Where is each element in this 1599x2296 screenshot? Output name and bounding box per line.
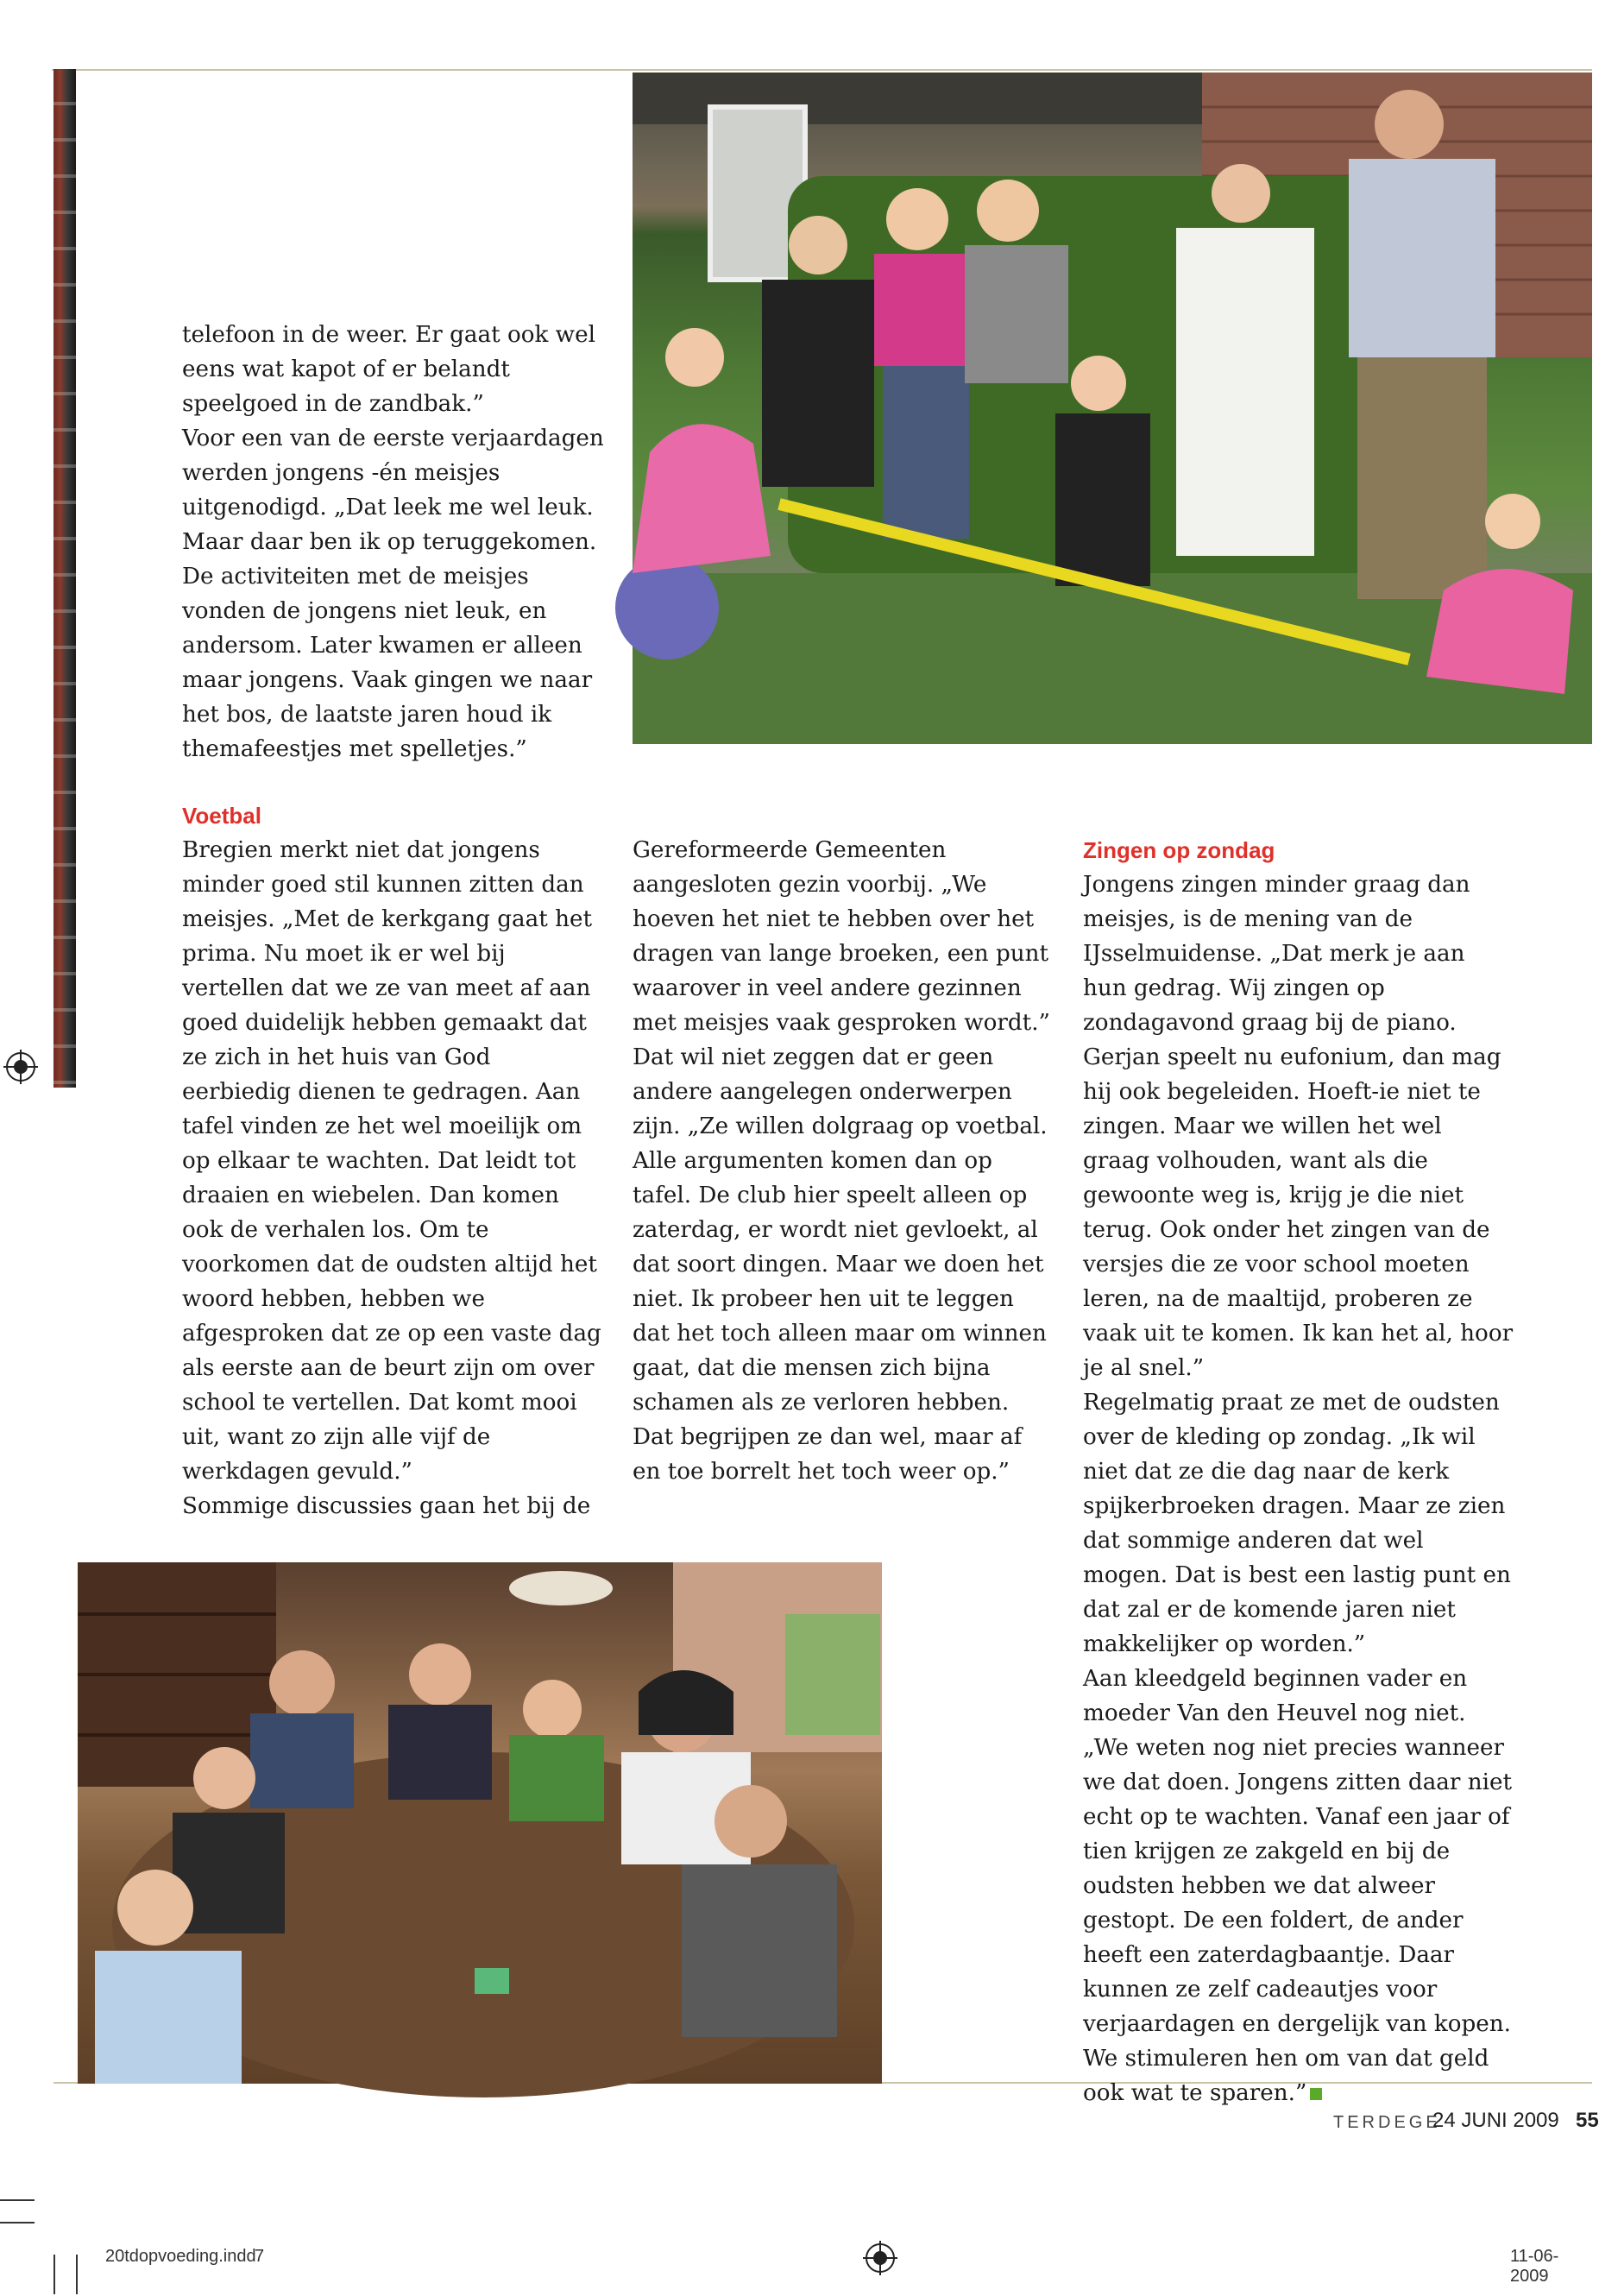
article-column-2 <box>633 833 1055 1489</box>
crop-mark <box>0 2222 35 2223</box>
paragraph: Sommige discussies gaan het bij de <box>182 1493 591 1519</box>
paragraph <box>1083 1662 1514 2110</box>
registration-mark-icon <box>3 1050 38 1084</box>
slug-page: 7 <box>255 2247 265 2266</box>
paragraph: Regelmatig praat ze met de oudsten over de kleding op zondag. „Ik wil niet dat ze die dag naar de kerk spijkerbroeken dragen. Maar ze zien dat sommige anderen dat wel mogen. Dat is best een lastig punt en dat zal er de komende jaren niet makkelijker op worden.” <box>1083 1390 1511 1657</box>
page-number: 55 <box>1576 2109 1599 2132</box>
family-garden-photo <box>633 73 1592 744</box>
trim-line-top <box>76 69 1592 71</box>
paragraph: Bregien merkt niet dat jongens minder goed stil kunnen zitten dan meisjes. „Met de kerkgang gaat het prima. Nu moet ik er wel bij vertellen dat we ze van meet af aan goed duidelijk hebben gemaakt dat ze zich in het huis van God eerbiedig dienen te gedragen. Aan tafel vinden ze het wel moeilijk om op elkaar te wachten. Dat leidt tot draaien en wiebelen. Dan komen ook de verhalen los. Om te voorkomen dat de oudsten altijd het woord hebben, hebben we afgesproken dat ze op een vaste dag als eerste aan de beurt zijn om over school te vertellen. Dat komt mooi uit, want zo zijn alle vijf de werkdagen gevuld.” <box>182 837 601 1485</box>
end-of-article-mark <box>1310 2088 1322 2100</box>
magazine-name: TERDEGE <box>1333 2113 1441 2132</box>
article-column-1-bottom <box>182 798 605 1523</box>
paragraph: Jongens zingen minder graag dan meisjes, is de mening van de IJsselmuidense. „Dat merk je aan hun gedrag. Wij zingen op zondagavond graag bij de piano. Gerjan speelt nu eufonium, dan mag hij ook begeleiden. Hoeft-ie niet te zingen. Maar we willen het wel graag volhouden, want als die gewoonte weg is, krijg je die niet terug. Ook onder het zingen van de versjes die ze voor school moeten leren, na de maaltijd, proberen ze vaak uit te komen. Ik kan het al, hoor je al snel.” <box>1083 872 1514 1381</box>
section-heading-zingen: Zingen op zondag <box>1083 837 1275 863</box>
registration-mark-icon <box>863 2241 897 2275</box>
paragraph: Gereformeerde Gemeenten aangesloten gezin voorbij. „We hoeven het niet te hebben over het dragen van lange broeken, een punt waarover in veel andere gezinnen met meisjes vaak gesproken wordt.” Dat wil niet zeggen dat er geen andere aangelegen onderwerpen zijn. „Ze willen dolgraag op voetbal. Alle argumenten komen dan op tafel. De club hier speelt alleen op zaterdag, er wordt niet gevloekt, al dat soort dingen. Maar we doen het niet. Ik probeer hen uit te leggen dat het toch alleen maar om winnen gaat, dat die mensen zich bijna schamen als ze verloren hebben. Dat begrijpen ze dan wel, maar af en toe borrelt het toch weer op.” <box>633 837 1050 1485</box>
section-heading-voetbal: Voetbal <box>182 803 261 829</box>
article-column-3 <box>1083 833 1514 2110</box>
slug-filename: 20tdopvoeding.indd <box>105 2247 256 2266</box>
paragraph: Voor een van de eerste verjaardagen werden jongens -én meisjes uitgenodigd. „Dat leek me wel leuk. Maar daar ben ik op teruggekomen. De activiteiten met de meisjes vonden de jongens niet leuk, en andersom. Later kwamen er alleen maar jongens. Vaak gingen we naar het bos, de laatste jaren houd ik themafeestjes met spelletjes.” <box>182 426 604 762</box>
slug-date: 11-06-2009 <box>1510 2247 1559 2286</box>
paragraph: telefoon in de weer. Er gaat ook wel eens wat kapot of er belandt speelgoed in de zandbak.” <box>182 322 595 417</box>
crop-mark <box>0 2199 35 2201</box>
article-column-1-top <box>182 318 605 766</box>
issue-date: 24 JUNI 2009 <box>1432 2109 1559 2132</box>
paragraph-text: Aan kleedgeld beginnen vader en moeder Van den Heuvel nog niet. „We weten nog niet precies wanneer we dat doen. Jongens zitten daar niet echt op te wachten. Vanaf een jaar of tien krijgen ze zakgeld en bij de oudsten hebben we dat alweer gestopt. De een foldert, de ander heeft een zaterdagbaantje. Daar kunnen ze zelf cadeautjes voor verjaardagen en dergelijk van kopen. We stimuleren hen om van dat geld ook wat te sparen.” <box>1083 1666 1513 2106</box>
family-table-photo <box>78 1562 882 2084</box>
bleed-photo-strip-texture <box>54 69 76 1088</box>
crop-mark <box>54 2255 55 2294</box>
crop-mark <box>76 2255 78 2294</box>
